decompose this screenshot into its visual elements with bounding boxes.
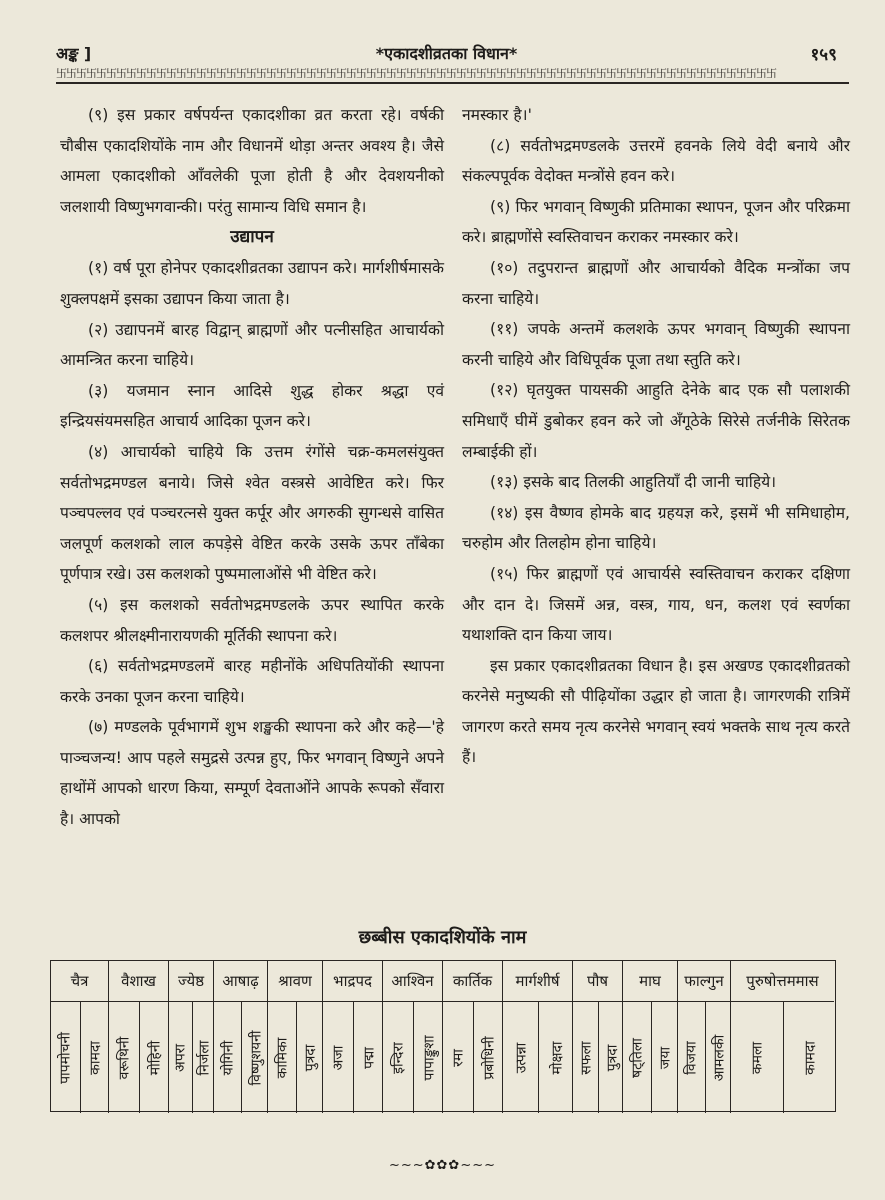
udyapan-step-6: (६) सर्वतोभद्रमण्डलमें बारह महीनोंके अधिपतियोंकी स्थापना करके उनका पूजन करना चाहिये।	[60, 657, 444, 706]
ekadashi-name: पापाङ्कुशा	[421, 1034, 438, 1081]
table-month-column	[213, 961, 267, 1113]
page-header	[44, 42, 849, 66]
ekadashi-name: कमला	[749, 1041, 766, 1074]
udyapan-step-14: (१४) इस वैष्णव होमके बाद ग्रहयज्ञ करे, इसमें भी समिधाहोम, चरुहोम और तिलहोम होना चाहिये।	[462, 503, 850, 553]
table-month-name: कार्तिक	[443, 961, 502, 1002]
table-ekadashi-cell	[268, 1002, 296, 1113]
ekadashi-name: आमलकी	[711, 1034, 728, 1081]
ekadashi-name: अपरा	[172, 1043, 189, 1072]
udyapan-step-11: (११) जपके अन्तमें कलशके ऊपर भगवान् विष्णुकी स्थापना करनी चाहिये और विधिपूर्वक पूजा तथा स्तुति करे।	[462, 320, 850, 369]
udyapan-step-4: (४) आचार्यको चाहिये कि उत्तम रंगोंसे चक्र-कमलसंयुक्त सर्वतोभद्रमण्डल बनाये। जिसे श्वेत वस्त्रसे आवेष्टित करे। फिर पञ्चपल्लव एवं पञ्चरत्नसे युक्त कर्पूर और अगरुकी सुगन्धसे वासित जलपूर्ण कलशको लाल कपड़ेसे वेष्टित करके उसके ऊपर ताँबेका पूर्णपात्र रखे। उस कलशको पुष्पमालाओंसे भी वेष्टित करे।	[60, 442, 444, 584]
udyapan-step-7: (७) मण्डलके पूर्वभागमें शुभ शङ्खकी स्थापना करे और कहे—'हे पाञ्चजन्य! आप पहले समुद्रसे उत्पन्न हुए, फिर भगवान् विष्णुने अपने हाथोंमें आपको धारण किया, सम्पूर्ण देवताओंने आपके रूपको सँवारा है। आपको	[60, 718, 444, 829]
ekadashi-name: विष्णुशयनी	[248, 1029, 264, 1086]
table-ekadashi-cell	[573, 1002, 598, 1113]
table-ekadashi-cell	[192, 1002, 216, 1113]
table-month-column	[677, 961, 730, 1113]
table-ekadashi-cell	[51, 1002, 80, 1113]
table-ekadashi-cell	[169, 1002, 192, 1113]
table-month-column	[322, 961, 382, 1113]
page-number: १५९	[810, 45, 837, 65]
table-month-name: आषाढ़	[214, 961, 267, 1002]
paragraph-9: (९) इस प्रकार वर्षपर्यन्त एकादशीका व्रत करता रहे। वर्षकी चौबीस एकादशियोंके नाम और विधानमें थोड़ा अन्तर अवश्य है। जैसे आमला एकादशीको आँवलेकी पूजा होती है और देवशयनीको जलशायी विष्णुभगवान्की। परंतु सामान्य विधि समान है।	[60, 106, 444, 216]
table-month-column	[502, 961, 572, 1113]
table-month-name: भाद्रपद	[323, 961, 382, 1002]
table-ekadashi-cell	[241, 1002, 269, 1113]
ekadashi-name: षट्तिला	[629, 1037, 646, 1078]
header-rule	[56, 82, 849, 84]
table-ekadashi-cell	[214, 1002, 241, 1113]
table-month-name: माघ	[623, 961, 677, 1002]
udyapan-step-2: (२) उद्यापनमें बारह विद्वान् ब्राह्मणों और पत्नीसहित आचार्यको आमन्त्रित करना चाहिये।	[60, 320, 444, 370]
table-ekadashi-cell	[503, 1002, 538, 1113]
table-month-name: श्रावण	[268, 961, 322, 1002]
swastika-border: 卐卐卐卐卐卐卐卐卐卐卐卐卐卐卐卐卐卐卐卐卐卐卐卐卐卐卐卐卐卐卐卐卐卐卐卐卐卐卐卐卐卐卐卐卐卐卐卐卐卐卐卐卐卐卐卐卐卐卐卐卐卐卐卐卐卐卐卐卐卐卐卐	[56, 68, 776, 80]
udyapan-step-9: (९) फिर भगवान् विष्णुकी प्रतिमाका स्थापन, पूजन और परिक्रमा करे। ब्राह्मणोंसे स्वस्तिवाचन कराकर नमस्कार करे।	[462, 197, 850, 247]
table-month-name: पुरुषोत्तममास	[731, 961, 834, 1002]
table-month-name: चैत्र	[51, 961, 108, 1002]
table-month-name: पौष	[573, 961, 622, 1002]
ekadashi-name: कामदा	[802, 1040, 819, 1075]
table-month-name: फाल्गुन	[678, 961, 730, 1002]
table-month-column	[168, 961, 213, 1113]
left-column	[60, 100, 444, 835]
ekadashi-name: मोहिनी	[147, 1040, 164, 1075]
table-month-name: आश्विन	[383, 961, 442, 1002]
ekadashi-name: रमा	[450, 1048, 467, 1067]
ekadashi-name: वरूथिनी	[116, 1036, 133, 1079]
ekadashi-name: उत्पन्ना	[513, 1042, 529, 1073]
table-ekadashi-cell	[443, 1002, 473, 1113]
issue-label: अङ्क ]	[56, 44, 92, 63]
ekadashi-name: मोक्षदा	[549, 1040, 565, 1075]
table-ekadashi-cell	[731, 1002, 783, 1113]
table-ekadashi-cell	[678, 1002, 705, 1113]
ekadashi-name: जया	[657, 1046, 674, 1069]
continuation-text: नमस्कार है।'	[462, 106, 532, 124]
table-month-column	[382, 961, 442, 1113]
footer-ornament: ~~~✿✿✿~~~	[388, 1158, 497, 1173]
udyapan-step-15: (१५) फिर ब्राह्मणों एवं आचार्यसे स्वस्तिवाचन कराकर दक्षिणा और दान दे। जिसमें अन्न, वस्त्र, गाय, धन, कलश एवं स्वर्णका यथाशक्ति दान किया जाय।	[462, 564, 850, 645]
ekadashi-name: पुत्रदा	[302, 1044, 319, 1071]
table-ekadashi-cell	[383, 1002, 413, 1113]
ekadashi-name: पापमोचनी	[57, 1031, 74, 1084]
udyapan-step-12: (१२) घृतयुक्त पायसकी आहुति देनेके बाद एक सौ पलाशकी समिधाएँ घीमें डुबोकर हवन करे जो अँगूठेके सिरेसे तर्जनीके सिरेतक लम्बाईकी हों।	[462, 381, 850, 461]
table-ekadashi-cell	[538, 1002, 574, 1113]
ekadashi-name: प्रबोधिनी	[481, 1035, 498, 1080]
ekadashi-name: कामिका	[274, 1037, 291, 1078]
table-ekadashi-cell	[783, 1002, 836, 1113]
ekadashi-name: पद्मा	[361, 1046, 378, 1069]
ekadashi-name: योगिनी	[220, 1040, 236, 1075]
table-ekadashi-cell	[473, 1002, 504, 1113]
table-month-column	[442, 961, 502, 1113]
table-month-column	[51, 961, 108, 1113]
closing-paragraph: इस प्रकार एकादशीव्रतका विधान है। इस अखण्ड एकादशीव्रतको करनेसे मनुष्यकी सौ पीढ़ियोंका उद्धार हो जाता है। जागरणकी रात्रिमें जागरण करते समय नृत्य करनेसे भगवान् स्वयं भक्तके साथ नृत्य करते हैं।	[462, 656, 850, 767]
table-month-column	[108, 961, 168, 1113]
table-month-column	[572, 961, 622, 1113]
table-ekadashi-cell	[705, 1002, 733, 1113]
table-ekadashi-cell	[80, 1002, 110, 1113]
ekadashi-name: निर्जला	[196, 1040, 213, 1075]
table-month-column	[622, 961, 677, 1113]
ekadashi-name: पुत्रदा	[604, 1044, 620, 1071]
table-title: छब्बीस एकादशियोंके नाम	[358, 927, 527, 948]
table-month-column	[730, 961, 834, 1113]
table-ekadashi-cell	[323, 1002, 353, 1113]
table-month-column	[267, 961, 322, 1113]
udyapan-step-8: (८) सर्वतोभद्रमण्डलके उत्तरमें हवनके लिये वेदी बनाये और संकल्पपूर्वक वेदोक्त मन्त्रोंसे हवन करे।	[462, 136, 850, 186]
ekadashi-table	[50, 960, 836, 1112]
table-ekadashi-cell	[296, 1002, 325, 1113]
ekadashi-name: विजया	[683, 1040, 700, 1075]
ekadashi-name: इन्दिरा	[390, 1041, 407, 1074]
table-ekadashi-cell	[353, 1002, 384, 1113]
udyapan-step-1: (१) वर्ष पूरा होनेपर एकादशीव्रतका उद्यापन करे। मार्गशीर्षमासके शुक्लपक्षमें इसका उद्यापन किया जाता है।	[60, 259, 444, 308]
table-ekadashi-cell	[651, 1002, 680, 1113]
udyapan-step-10: (१०) तदुपरान्त ब्राह्मणों और आचार्यको वैदिक मन्त्रोंका जप करना चाहिये।	[462, 258, 850, 308]
table-month-name: ज्येष्ठ	[169, 961, 213, 1002]
udyapan-step-3: (३) यजमान स्नान आदिसे शुद्ध होकर श्रद्धा एवं इन्द्रियसंयमसहित आचार्य आदिका पूजन करे।	[60, 381, 444, 431]
section-heading-udyapan: उद्यापन	[230, 227, 274, 248]
ekadashi-name: अजा	[330, 1045, 347, 1070]
ekadashi-name: सफला	[578, 1040, 594, 1075]
table-ekadashi-cell	[598, 1002, 624, 1113]
table-ekadashi-cell	[139, 1002, 170, 1113]
table-ekadashi-cell	[109, 1002, 139, 1113]
table-month-name: वैशाख	[109, 961, 168, 1002]
udyapan-step-13: (१३) इसके बाद तिलकी आहुतियाँ दी जानी चाहिये।	[490, 473, 777, 492]
table-ekadashi-cell	[413, 1002, 444, 1113]
table-ekadashi-cell	[623, 1002, 651, 1113]
page-title: *एकादशीव्रतका विधान*	[375, 44, 518, 63]
table-month-name: मार्गशीर्ष	[503, 961, 572, 1002]
ekadashi-name: कामदा	[87, 1040, 104, 1075]
udyapan-step-5: (५) इस कलशको सर्वतोभद्रमण्डलके ऊपर स्थापित करके कलशपर श्रीलक्ष्मीनारायणकी मूर्तिकी स्थापना करे।	[60, 595, 444, 645]
right-column	[462, 100, 850, 773]
